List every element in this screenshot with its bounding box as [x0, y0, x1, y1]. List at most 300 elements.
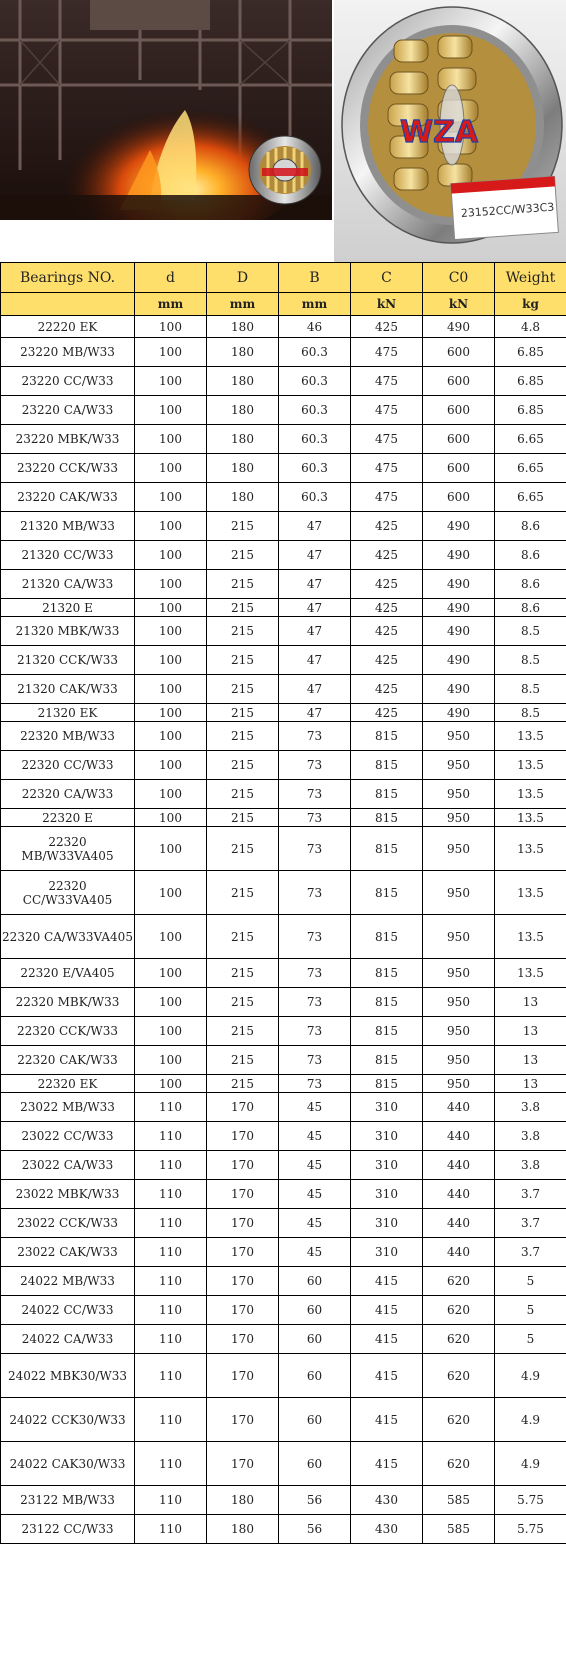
cell-C0: 440 — [423, 1209, 495, 1238]
table-row — [1, 1046, 566, 1075]
cell-weight: 5 — [495, 1296, 566, 1325]
cell-weight: 8.6 — [495, 541, 566, 570]
cell-D: 215 — [207, 1075, 279, 1093]
cell-C: 815 — [351, 915, 423, 959]
unit-C: kN — [351, 293, 423, 316]
cell-model: 23220 CC/W33 — [1, 367, 135, 396]
cell-d: 100 — [135, 988, 207, 1017]
cell-d: 110 — [135, 1296, 207, 1325]
table-row — [1, 1296, 566, 1325]
cell-weight: 8.6 — [495, 570, 566, 599]
cell-D: 170 — [207, 1398, 279, 1442]
cell-weight: 5 — [495, 1267, 566, 1296]
cell-C: 415 — [351, 1296, 423, 1325]
cell-B: 45 — [279, 1180, 351, 1209]
cell-D: 180 — [207, 396, 279, 425]
cell-D: 170 — [207, 1093, 279, 1122]
cell-C0: 490 — [423, 541, 495, 570]
cell-d: 110 — [135, 1486, 207, 1515]
cell-D: 215 — [207, 570, 279, 599]
cell-C: 475 — [351, 396, 423, 425]
cell-model: 22320 MB/W33VA405 — [1, 827, 135, 871]
cell-D: 170 — [207, 1354, 279, 1398]
table-row — [1, 425, 566, 454]
cell-D: 215 — [207, 675, 279, 704]
cell-B: 60 — [279, 1296, 351, 1325]
cell-B: 73 — [279, 722, 351, 751]
cell-weight: 8.5 — [495, 617, 566, 646]
cell-weight: 13.5 — [495, 780, 566, 809]
cell-d: 100 — [135, 871, 207, 915]
table-row — [1, 1017, 566, 1046]
cell-D: 215 — [207, 827, 279, 871]
cell-B: 47 — [279, 675, 351, 704]
cell-C0: 585 — [423, 1486, 495, 1515]
cell-d: 100 — [135, 367, 207, 396]
table-row — [1, 1151, 566, 1180]
cell-C: 310 — [351, 1180, 423, 1209]
cell-weight: 8.6 — [495, 599, 566, 617]
cell-C0: 490 — [423, 675, 495, 704]
cell-C: 430 — [351, 1515, 423, 1544]
cell-C: 815 — [351, 751, 423, 780]
cell-model: 23022 CAK/W33 — [1, 1238, 135, 1267]
cell-d: 100 — [135, 338, 207, 367]
cell-D: 215 — [207, 1017, 279, 1046]
cell-weight: 6.65 — [495, 425, 566, 454]
cell-C0: 600 — [423, 425, 495, 454]
cell-weight: 5 — [495, 1325, 566, 1354]
unit-weight: kg — [495, 293, 566, 316]
cell-B: 47 — [279, 512, 351, 541]
cell-weight: 13.5 — [495, 722, 566, 751]
cell-B: 60 — [279, 1267, 351, 1296]
cell-model: 21320 CA/W33 — [1, 570, 135, 599]
svg-text:23152CC/W33C3: 23152CC/W33C3 — [460, 200, 555, 221]
table-header-row — [1, 263, 566, 293]
cell-d: 100 — [135, 483, 207, 512]
cell-d: 100 — [135, 809, 207, 827]
cell-C0: 490 — [423, 646, 495, 675]
cell-weight: 8.5 — [495, 646, 566, 675]
cell-d: 100 — [135, 751, 207, 780]
cell-weight: 13 — [495, 1017, 566, 1046]
cell-B: 60 — [279, 1354, 351, 1398]
cell-C0: 600 — [423, 396, 495, 425]
table-row — [1, 599, 566, 617]
table-row — [1, 871, 566, 915]
table-row — [1, 396, 566, 425]
cell-C0: 950 — [423, 1017, 495, 1046]
table-row — [1, 541, 566, 570]
cell-B: 47 — [279, 617, 351, 646]
table-row — [1, 512, 566, 541]
cell-model: 24022 CC/W33 — [1, 1296, 135, 1325]
cell-weight: 8.6 — [495, 512, 566, 541]
table-row — [1, 988, 566, 1017]
cell-weight: 6.85 — [495, 338, 566, 367]
cell-C: 415 — [351, 1325, 423, 1354]
cell-B: 45 — [279, 1093, 351, 1122]
cell-weight: 13 — [495, 1046, 566, 1075]
cell-C: 425 — [351, 599, 423, 617]
cell-d: 100 — [135, 454, 207, 483]
cell-D: 215 — [207, 1046, 279, 1075]
wza-logo-icon — [400, 115, 479, 150]
cell-model: 23122 MB/W33 — [1, 1486, 135, 1515]
cell-model: 23022 CCK/W33 — [1, 1209, 135, 1238]
unit-D: mm — [207, 293, 279, 316]
cell-d: 100 — [135, 1046, 207, 1075]
table-row — [1, 1093, 566, 1122]
cell-D: 215 — [207, 915, 279, 959]
header-D: D — [207, 263, 279, 293]
cell-B: 73 — [279, 1046, 351, 1075]
cell-C0: 440 — [423, 1122, 495, 1151]
unit-d: mm — [135, 293, 207, 316]
cell-C0: 600 — [423, 483, 495, 512]
product-tag-icon — [451, 176, 559, 239]
table-unit-row — [1, 293, 566, 316]
cell-weight: 5.75 — [495, 1515, 566, 1544]
cell-d: 110 — [135, 1151, 207, 1180]
cell-D: 170 — [207, 1209, 279, 1238]
cell-model: 21320 CCK/W33 — [1, 646, 135, 675]
table-row — [1, 570, 566, 599]
cell-model: 24022 MBK30/W33 — [1, 1354, 135, 1398]
cell-C: 475 — [351, 483, 423, 512]
cell-weight: 4.9 — [495, 1354, 566, 1398]
cell-model: 21320 CAK/W33 — [1, 675, 135, 704]
cell-B: 73 — [279, 751, 351, 780]
cell-d: 110 — [135, 1442, 207, 1486]
cell-C0: 440 — [423, 1180, 495, 1209]
cell-C0: 620 — [423, 1267, 495, 1296]
table-row — [1, 1486, 566, 1515]
table-body — [1, 316, 566, 1544]
cell-B: 47 — [279, 541, 351, 570]
cell-C: 475 — [351, 367, 423, 396]
cell-C0: 490 — [423, 617, 495, 646]
cell-D: 170 — [207, 1180, 279, 1209]
cell-model: 22320 E/VA405 — [1, 959, 135, 988]
cell-model: 22320 CA/W33VA405 — [1, 915, 135, 959]
header-C: C — [351, 263, 423, 293]
cell-D: 215 — [207, 780, 279, 809]
table-row — [1, 780, 566, 809]
cell-D: 180 — [207, 454, 279, 483]
cell-model: 22320 CAK/W33 — [1, 1046, 135, 1075]
cell-C: 475 — [351, 425, 423, 454]
cell-C0: 950 — [423, 1075, 495, 1093]
cell-d: 100 — [135, 1017, 207, 1046]
cell-B: 60 — [279, 1325, 351, 1354]
cell-B: 56 — [279, 1486, 351, 1515]
table-row — [1, 1209, 566, 1238]
cell-C: 475 — [351, 338, 423, 367]
cell-D: 170 — [207, 1122, 279, 1151]
cell-model: 23220 MBK/W33 — [1, 425, 135, 454]
cell-C: 815 — [351, 1075, 423, 1093]
cell-C: 815 — [351, 959, 423, 988]
cell-model: 22320 CCK/W33 — [1, 1017, 135, 1046]
cell-D: 180 — [207, 367, 279, 396]
cell-C: 815 — [351, 780, 423, 809]
cell-C0: 585 — [423, 1515, 495, 1544]
cell-C0: 490 — [423, 599, 495, 617]
cell-B: 73 — [279, 871, 351, 915]
cell-B: 60.3 — [279, 367, 351, 396]
cell-D: 170 — [207, 1296, 279, 1325]
cell-C0: 950 — [423, 722, 495, 751]
cell-C: 310 — [351, 1238, 423, 1267]
cell-D: 215 — [207, 541, 279, 570]
cell-weight: 6.85 — [495, 396, 566, 425]
cell-D: 170 — [207, 1442, 279, 1486]
photo-strip — [0, 0, 566, 262]
table-row — [1, 1325, 566, 1354]
cell-D: 170 — [207, 1325, 279, 1354]
cell-weight: 4.8 — [495, 316, 566, 338]
cell-weight: 4.9 — [495, 1398, 566, 1442]
cell-weight: 5.75 — [495, 1486, 566, 1515]
table-row — [1, 454, 566, 483]
cell-B: 45 — [279, 1209, 351, 1238]
cell-B: 45 — [279, 1122, 351, 1151]
cell-B: 60.3 — [279, 483, 351, 512]
cell-model: 23022 MB/W33 — [1, 1093, 135, 1122]
table-row — [1, 1075, 566, 1093]
cell-model: 23022 CC/W33 — [1, 1122, 135, 1151]
cell-C: 310 — [351, 1093, 423, 1122]
cell-d: 110 — [135, 1180, 207, 1209]
cell-weight: 8.5 — [495, 704, 566, 722]
cell-D: 215 — [207, 646, 279, 675]
cell-C: 425 — [351, 675, 423, 704]
cell-model: 22320 MBK/W33 — [1, 988, 135, 1017]
cell-model: 23220 CA/W33 — [1, 396, 135, 425]
cell-C0: 600 — [423, 454, 495, 483]
cell-C: 815 — [351, 1017, 423, 1046]
cell-B: 73 — [279, 1075, 351, 1093]
cell-B: 73 — [279, 809, 351, 827]
table-row — [1, 1180, 566, 1209]
cell-model: 23220 CCK/W33 — [1, 454, 135, 483]
cell-B: 60 — [279, 1442, 351, 1486]
cell-C: 425 — [351, 512, 423, 541]
cell-weight: 3.7 — [495, 1238, 566, 1267]
cell-C0: 440 — [423, 1093, 495, 1122]
table-row — [1, 1442, 566, 1486]
steel-furnace-photo — [0, 0, 332, 220]
cell-C: 415 — [351, 1442, 423, 1486]
cell-weight: 13 — [495, 988, 566, 1017]
cell-D: 215 — [207, 722, 279, 751]
cell-D: 180 — [207, 1486, 279, 1515]
cell-model: 23220 CAK/W33 — [1, 483, 135, 512]
cell-D: 170 — [207, 1238, 279, 1267]
cell-d: 110 — [135, 1398, 207, 1442]
cell-model: 22320 CC/W33 — [1, 751, 135, 780]
cell-B: 60.3 — [279, 425, 351, 454]
table-row — [1, 1267, 566, 1296]
cell-weight: 4.9 — [495, 1442, 566, 1486]
cell-d: 100 — [135, 425, 207, 454]
unit-model — [1, 293, 135, 316]
cell-C: 425 — [351, 617, 423, 646]
cell-C: 415 — [351, 1354, 423, 1398]
cell-B: 45 — [279, 1238, 351, 1267]
cell-B: 73 — [279, 915, 351, 959]
cell-model: 22320 E — [1, 809, 135, 827]
table-row — [1, 1515, 566, 1544]
cell-B: 73 — [279, 827, 351, 871]
cell-model: 21320 MB/W33 — [1, 512, 135, 541]
cell-D: 215 — [207, 512, 279, 541]
table-row — [1, 827, 566, 871]
cell-d: 100 — [135, 512, 207, 541]
cell-C: 425 — [351, 646, 423, 675]
cell-C: 475 — [351, 454, 423, 483]
cell-weight: 3.8 — [495, 1122, 566, 1151]
cell-d: 100 — [135, 617, 207, 646]
cell-model: 21320 CC/W33 — [1, 541, 135, 570]
unit-B: mm — [279, 293, 351, 316]
table-row — [1, 809, 566, 827]
cell-B: 73 — [279, 780, 351, 809]
cell-D: 180 — [207, 1515, 279, 1544]
cell-weight: 13 — [495, 1075, 566, 1093]
cell-C0: 600 — [423, 338, 495, 367]
svg-text:WZA: WZA — [400, 115, 479, 150]
cell-d: 100 — [135, 780, 207, 809]
cell-C: 415 — [351, 1267, 423, 1296]
cell-C: 425 — [351, 704, 423, 722]
cell-D: 170 — [207, 1151, 279, 1180]
cell-model: 24022 CAK30/W33 — [1, 1442, 135, 1486]
cell-weight: 8.5 — [495, 675, 566, 704]
cell-C: 815 — [351, 809, 423, 827]
table-row — [1, 646, 566, 675]
cell-weight: 13.5 — [495, 915, 566, 959]
cell-d: 100 — [135, 915, 207, 959]
cell-d: 100 — [135, 316, 207, 338]
cell-weight: 3.7 — [495, 1209, 566, 1238]
cell-C: 425 — [351, 541, 423, 570]
bearing-product-photo — [334, 0, 566, 262]
cell-C: 310 — [351, 1122, 423, 1151]
table-row — [1, 1354, 566, 1398]
cell-B: 60.3 — [279, 454, 351, 483]
cell-B: 46 — [279, 316, 351, 338]
cell-weight: 3.8 — [495, 1093, 566, 1122]
table-row — [1, 915, 566, 959]
cell-model: 21320 MBK/W33 — [1, 617, 135, 646]
cell-d: 100 — [135, 570, 207, 599]
cell-D: 215 — [207, 599, 279, 617]
cell-C0: 950 — [423, 1046, 495, 1075]
cell-D: 215 — [207, 617, 279, 646]
cell-D: 180 — [207, 425, 279, 454]
cell-weight: 13.5 — [495, 751, 566, 780]
cell-model: 22320 CC/W33VA405 — [1, 871, 135, 915]
table-row — [1, 751, 566, 780]
cell-B: 60.3 — [279, 396, 351, 425]
cell-weight: 3.7 — [495, 1180, 566, 1209]
cell-C0: 620 — [423, 1325, 495, 1354]
cell-weight: 6.65 — [495, 454, 566, 483]
cell-B: 56 — [279, 1515, 351, 1544]
cell-weight: 3.8 — [495, 1151, 566, 1180]
furnace-photo-icon — [0, 0, 332, 220]
cell-model: 22320 MB/W33 — [1, 722, 135, 751]
cell-weight: 13.5 — [495, 871, 566, 915]
cell-weight: 13.5 — [495, 827, 566, 871]
cell-C: 310 — [351, 1209, 423, 1238]
cell-d: 100 — [135, 959, 207, 988]
cell-D: 215 — [207, 959, 279, 988]
cell-weight: 6.65 — [495, 483, 566, 512]
cell-model: 23022 CA/W33 — [1, 1151, 135, 1180]
cell-B: 47 — [279, 646, 351, 675]
cell-C0: 490 — [423, 316, 495, 338]
cell-model: 22320 EK — [1, 1075, 135, 1093]
cell-d: 100 — [135, 541, 207, 570]
cell-C0: 950 — [423, 959, 495, 988]
header-weight: Weight — [495, 263, 566, 293]
cell-C: 310 — [351, 1151, 423, 1180]
cell-model: 22320 CA/W33 — [1, 780, 135, 809]
cell-C: 425 — [351, 570, 423, 599]
cell-C0: 490 — [423, 512, 495, 541]
cell-B: 60 — [279, 1398, 351, 1442]
cell-D: 215 — [207, 871, 279, 915]
table-row — [1, 367, 566, 396]
cell-d: 110 — [135, 1325, 207, 1354]
cell-d: 100 — [135, 827, 207, 871]
table-row — [1, 617, 566, 646]
cell-d: 110 — [135, 1122, 207, 1151]
cell-C0: 950 — [423, 827, 495, 871]
table-row — [1, 483, 566, 512]
cell-C0: 440 — [423, 1151, 495, 1180]
cell-C: 815 — [351, 871, 423, 915]
cell-d: 110 — [135, 1354, 207, 1398]
cell-d: 100 — [135, 704, 207, 722]
cell-model: 24022 CCK30/W33 — [1, 1398, 135, 1442]
cell-d: 100 — [135, 396, 207, 425]
table-row — [1, 1398, 566, 1442]
cell-d: 110 — [135, 1267, 207, 1296]
cell-d: 100 — [135, 722, 207, 751]
cell-C: 815 — [351, 722, 423, 751]
cell-C: 425 — [351, 316, 423, 338]
cell-D: 215 — [207, 704, 279, 722]
table-row — [1, 722, 566, 751]
table-row — [1, 338, 566, 367]
cell-D: 215 — [207, 988, 279, 1017]
cell-B: 47 — [279, 599, 351, 617]
cell-d: 110 — [135, 1238, 207, 1267]
cell-D: 180 — [207, 316, 279, 338]
table-row — [1, 1122, 566, 1151]
table-row — [1, 675, 566, 704]
cell-D: 215 — [207, 809, 279, 827]
cell-B: 47 — [279, 704, 351, 722]
table-row — [1, 959, 566, 988]
cell-model: 23220 MB/W33 — [1, 338, 135, 367]
cell-C: 815 — [351, 988, 423, 1017]
